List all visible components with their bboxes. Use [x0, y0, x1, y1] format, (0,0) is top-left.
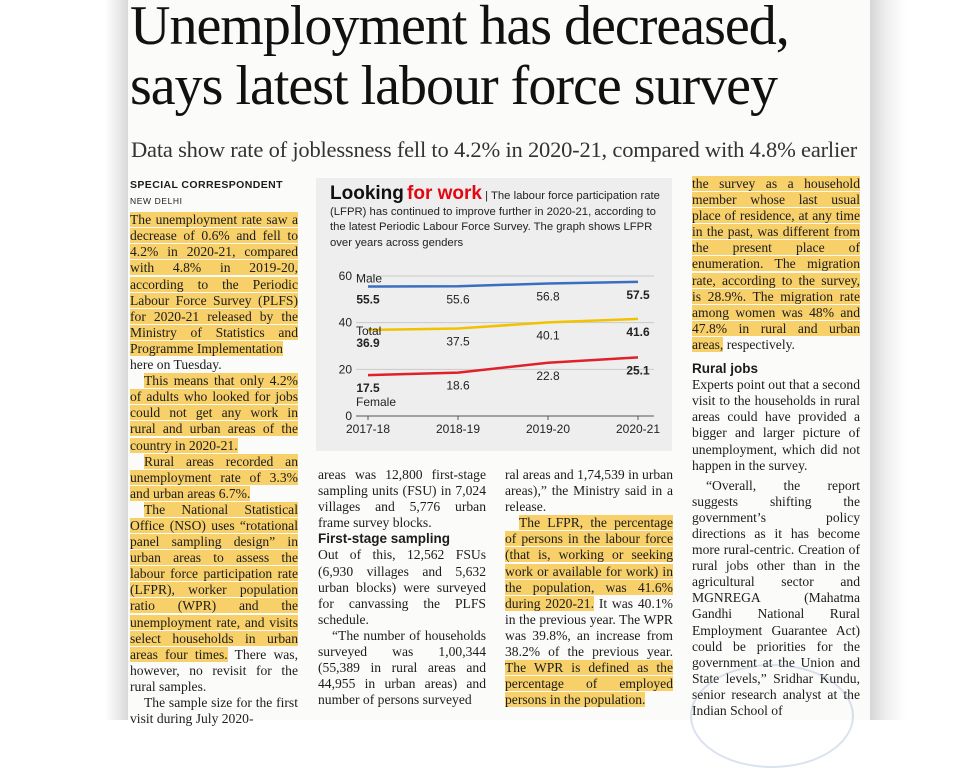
headline: [130, 0, 870, 116]
paragraph-tail: It was 40.1% in the previous year. The WPR was 39.8%, an increase from 38.2% of the previous year.: [505, 596, 673, 659]
chart-title-accent: for work: [407, 183, 482, 204]
article-column-4: [692, 176, 860, 719]
data-label-total: 37.5: [446, 335, 470, 349]
data-label-male: 57.5: [626, 288, 650, 302]
paragraph-2: [505, 515, 673, 708]
x-tick-label: 2017-18: [346, 422, 390, 436]
chart-box: [316, 178, 672, 451]
subheading-rural-jobs: Rural jobs: [692, 361, 860, 377]
highlighted-text: The unemployment rate saw a decrease of 0.6% and fell to 4.2% in 2020-21, compared with 4.8% in 2019-20, according to the Periodic Labour Force Survey (PLFS) for 2020-21 released by the Ministry of Statistics and Programme Implementation: [130, 212, 298, 356]
highlighted-text: the survey as a household member whose last usual place of residence, at any time in the past, was different from the present place of enumeration. The migration rate, according to the survey, is 28.9%. The migration rate among women was 48% and 47.8% in rural and urban areas,: [692, 176, 860, 352]
y-tick-label: 40: [339, 316, 353, 330]
y-tick-label: 20: [339, 362, 353, 376]
y-tick-label: 60: [339, 269, 353, 283]
paragraph-5: [130, 695, 298, 727]
paragraph-text: Experts point out that a second visit to the households in rural areas could have provided a bigger and larger picture of unemployment, which did not happen in the survey.: [692, 377, 860, 472]
paragraph-3: [130, 454, 298, 502]
highlighted-text: The WPR is defined as the percentage of employed persons in the population.: [505, 660, 673, 707]
paragraph-3: [318, 628, 486, 708]
paragraph-tail: here on Tuesday.: [130, 357, 222, 372]
paragraph-text: areas was 12,800 first-stage sampling units (FSU) in 7,024 villages and 5,776 urban frame survey blocks.: [318, 467, 486, 530]
subheadline: Data show rate of joblessness fell to 4.2% in 2020-21, compared with 4.8% earlier: [131, 137, 857, 163]
highlighted-text: This means that only 4.2% of adults who looked for jobs could not get any work in rural and urban areas of the country in 2020-21.: [130, 373, 298, 452]
y-tick-label: 0: [345, 409, 352, 423]
series-name-male: Male: [356, 272, 382, 286]
data-label-total: 41.6: [626, 325, 650, 339]
chart-title-separator: |: [485, 190, 488, 202]
paragraph-text: ral areas and 1,74,539 in urban areas),” the Ministry said in a release.: [505, 467, 673, 514]
x-tick-label: 2019-20: [526, 422, 570, 436]
paragraph-1: [130, 212, 298, 373]
chart-header: [330, 186, 660, 251]
data-label-female: 17.5: [356, 381, 380, 395]
x-tick-label: 2018-19: [436, 422, 480, 436]
paragraph-text: “Overall, the report suggests shifting the government’s policy directions as it has become more rural-centric. Creation of rural jobs other than in the agricultural sector and MGNREGA (Mahatma Gandhi National Rural Employment Guarantee Act) could be priorities for the government at the Union and State levels,” Sridhar Kundu, senior research analyst at the Indian School of: [692, 478, 860, 718]
lfpr-line-chart: [316, 252, 672, 442]
article-column-1: [130, 177, 298, 727]
paragraph-2: [692, 377, 860, 474]
data-label-male: 56.8: [536, 289, 560, 303]
paragraph-2: [130, 373, 298, 453]
paragraph-1: [505, 467, 673, 515]
article-column-3: [505, 467, 673, 708]
data-label-female: 18.6: [446, 379, 470, 393]
paragraph-text: “The number of households surveyed was 1,00,344 (55,389 in rural areas and 44,955 in urban areas) and number of persons surveyed: [318, 628, 486, 707]
data-label-total: 40.1: [536, 328, 560, 342]
paragraph-1: [318, 467, 486, 531]
data-label-female: 22.8: [536, 369, 560, 383]
watermark-logo: [690, 664, 854, 768]
article-column-2: [318, 467, 486, 708]
data-label-male: 55.6: [446, 292, 470, 306]
page-shadow-left: [0, 0, 128, 720]
x-tick-label: 2020-21: [616, 422, 660, 436]
headline-line-2: says latest labour force survey: [130, 56, 870, 116]
headline-line-1: Unemployment has decreased,: [130, 0, 870, 56]
series-line-female: [368, 357, 638, 375]
byline: SPECIAL CORRESPONDENT: [130, 177, 298, 193]
data-label-male: 55.5: [356, 293, 380, 307]
data-label-total: 36.9: [356, 336, 380, 350]
paragraph-1: [692, 176, 860, 353]
paragraph-text: Out of this, 12,562 FSUs (6,930 villages and 5,632 urban blocks) were surveyed for canvassing the PLFS schedule.: [318, 547, 486, 626]
dateline: NEW DELHI: [130, 193, 298, 209]
series-line-total: [368, 319, 638, 330]
highlighted-text: The LFPR, the percentage of persons in the labour force (that is, working or seeking work or available for work) in the population, was 41.6% during 2020-21.: [505, 515, 673, 610]
chart-description: The labour force participation rate (LFPR) has continued to improve further in 2020-21, according to the latest Periodic Labour Force Survey. The graph shows LFPR over years across genders: [330, 190, 660, 249]
paragraph-4: [130, 502, 298, 695]
paragraph-tail: respectively.: [723, 337, 795, 352]
series-line-male: [368, 282, 638, 287]
highlighted-text: Rural areas recorded an unemployment rate of 3.3% and urban areas 6.7%.: [130, 454, 298, 501]
highlighted-text: The National Statistical Office (NSO) uses “rotational panel sampling design” in urban areas to assess the labour force participation rate (LFPR), worker population ratio (WPR) and the unemployment rate, and visits select households in urban areas four times.: [130, 502, 298, 662]
series-name-total: Total: [356, 324, 381, 338]
chart-title: Looking: [330, 183, 404, 204]
paragraph-text: The sample size for the first visit during July 2020-: [130, 695, 298, 726]
page-shadow-right: [870, 0, 960, 720]
paragraph-tail: There was, however, no revisit for the rural samples.: [130, 647, 298, 694]
series-name-female: Female: [356, 395, 396, 409]
paragraph-2: [318, 547, 486, 627]
subheading-first-stage-sampling: First-stage sampling: [318, 531, 486, 547]
data-label-female: 25.1: [626, 363, 650, 377]
